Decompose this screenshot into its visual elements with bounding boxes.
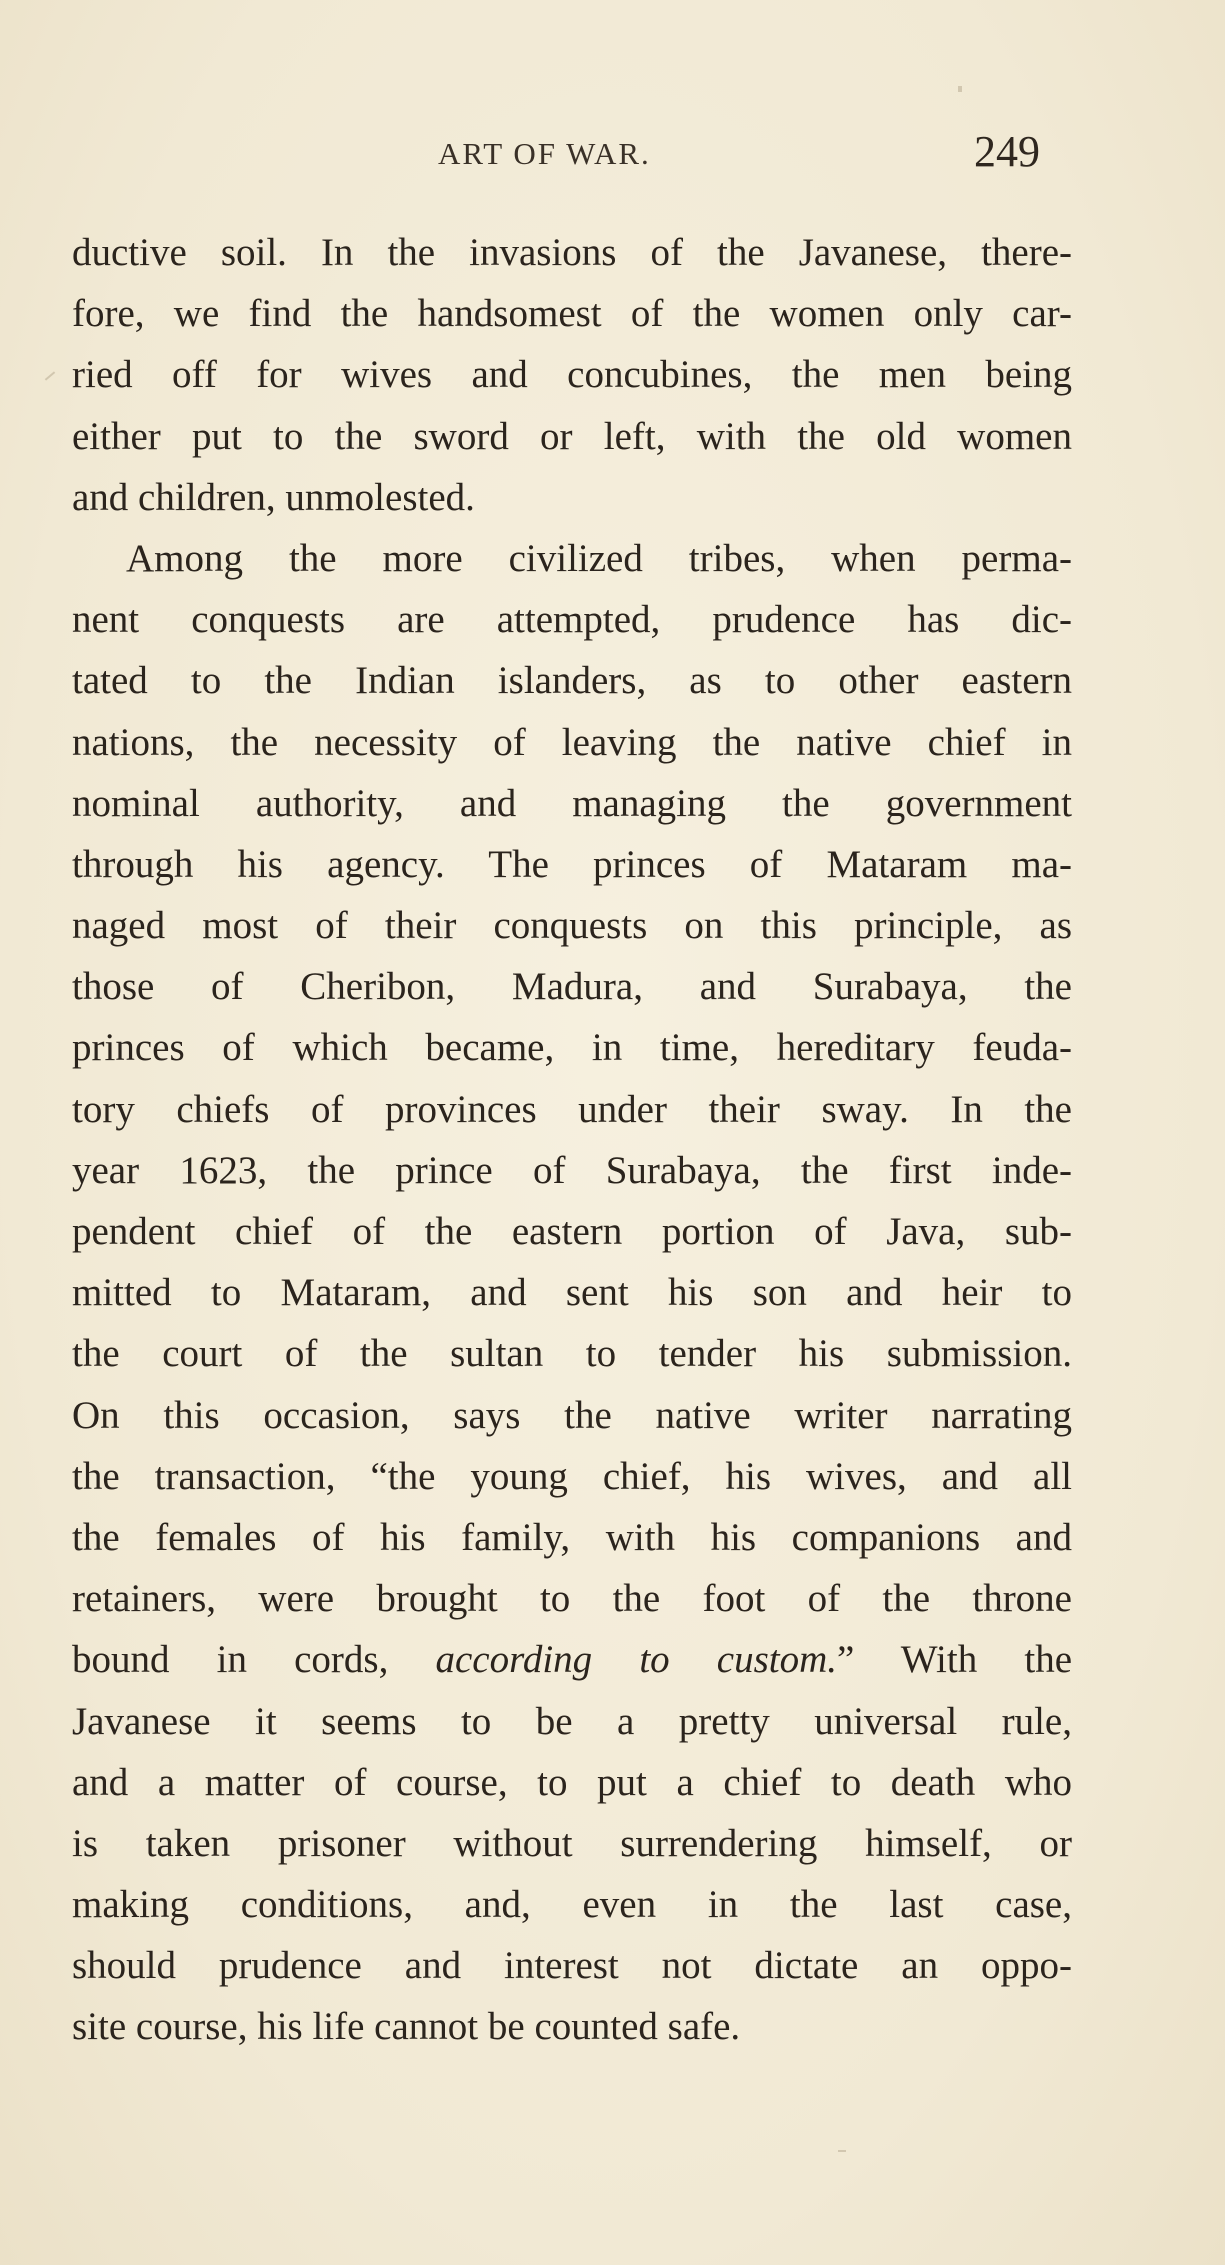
paragraph-end-line: and children, unmolested.: [72, 475, 475, 519]
text-line: ductive soil. In the invasions of the Javanese, there-: [72, 231, 1072, 274]
text-line: bound in cords, according to custom.” With the: [72, 1638, 1073, 1682]
body-text: [72, 222, 1072, 2058]
text-line: fore, we find the handsomest of the women only car-: [72, 292, 1072, 336]
text-line: the females of his family, with his companions and: [72, 1515, 1072, 1559]
page-number: 249: [974, 127, 1040, 176]
text-line: year 1623, the prince of Surabaya, the first inde-: [72, 1148, 1072, 1192]
text-line: the transaction, “the young chief, his wives, and all: [72, 1454, 1072, 1498]
text-line: Javanese it seems to be a pretty universal rule,: [72, 1699, 1072, 1743]
text-line: through his agency. The princes of Mataram ma-: [72, 842, 1072, 886]
text-line: those of Cheribon, Madura, and Surabaya, the: [72, 965, 1072, 1009]
text-line: mitted to Mataram, and sent his son and heir to: [72, 1271, 1072, 1315]
text-line: retainers, were brought to the foot of the throne: [72, 1577, 1072, 1621]
text-line: tory chiefs of provinces under their sway. In the: [72, 1087, 1072, 1131]
text-line: pendent chief of the eastern portion of Java, sub-: [72, 1210, 1072, 1253]
text-line: either put to the sword or left, with the old women: [72, 414, 1072, 458]
text-line: tated to the Indian islanders, as to other eastern: [72, 659, 1072, 703]
paper-speck: [838, 2150, 846, 2152]
text-line: the court of the sultan to tender his submission.: [72, 1332, 1072, 1376]
paper-speck: [45, 371, 55, 380]
text-line: princes of which became, in time, hereditary feuda-: [72, 1026, 1072, 1070]
text-line: On this occasion, says the native writer narrating: [72, 1393, 1072, 1437]
running-head: [0, 127, 1225, 182]
text-line: nent conquests are attempted, prudence has dic-: [72, 598, 1072, 642]
paragraph-end-line: site course, his life cannot be counted safe.: [72, 2005, 741, 2049]
text-line: nominal authority, and managing the government: [72, 781, 1072, 825]
text-line: should prudence and interest not dictate an oppo-: [72, 1944, 1072, 1988]
text-line: making conditions, and, even in the last case,: [72, 1883, 1072, 1927]
paper-speck: [958, 86, 962, 92]
text-line: naged most of their conquests on this principle, as: [72, 904, 1072, 948]
italic-phrase: according to custom.: [435, 1638, 838, 1682]
running-title: ART OF WAR.: [438, 136, 651, 171]
text-line: nations, the necessity of leaving the native chief in: [72, 720, 1072, 764]
text-line: ried off for wives and concubines, the men being: [72, 353, 1072, 397]
text-line: and a matter of course, to put a chief to death who: [72, 1760, 1072, 1804]
text-line: is taken prisoner without surrendering himself, or: [72, 1821, 1072, 1865]
paragraph-start-line: Among the more civilized tribes, when perma-: [126, 536, 1072, 580]
